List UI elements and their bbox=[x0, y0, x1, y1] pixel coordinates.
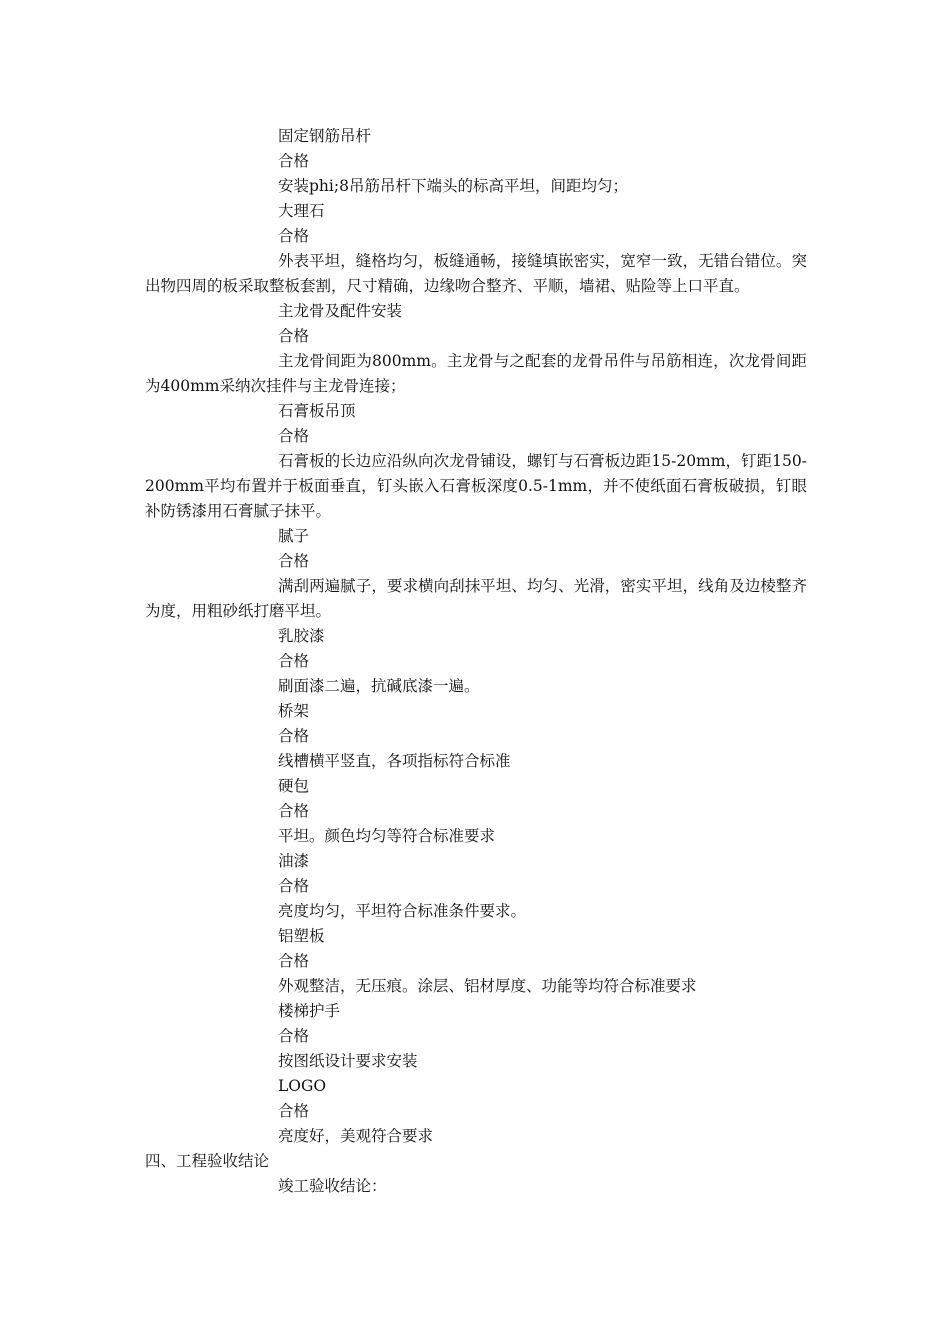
item-title: 大理石 bbox=[278, 202, 325, 220]
item-description: 外表平坦，缝格均匀，板缝通畅，接缝填嵌密实，宽窄一致，无错台错位。突出物四周的板采取整板套割，尺寸精确，边缘吻合整齐、平顺，墙裙、贴险等上口平直。 bbox=[145, 252, 807, 295]
item-result: 合格 bbox=[278, 327, 310, 345]
inspection-item bbox=[145, 924, 807, 999]
inspection-item bbox=[145, 299, 807, 399]
item-title: 铝塑板 bbox=[278, 927, 325, 945]
item-title: 楼梯护手 bbox=[278, 1002, 341, 1020]
item-title: 石膏板吊顶 bbox=[278, 402, 356, 420]
item-title: LOGO bbox=[278, 1077, 327, 1095]
inspection-item bbox=[145, 699, 807, 774]
inspection-item bbox=[145, 124, 807, 199]
item-description: 按图纸设计要求安装 bbox=[278, 1052, 418, 1070]
conclusion-label: 竣工验收结论： bbox=[278, 1177, 387, 1195]
item-result: 合格 bbox=[278, 152, 310, 170]
item-title: 固定钢筋吊杆 bbox=[278, 127, 372, 145]
item-title: 桥架 bbox=[278, 702, 310, 720]
item-description: 外观整洁，无压痕。涂层、铝材厚度、功能等均符合标准要求 bbox=[278, 977, 697, 995]
item-result: 合格 bbox=[278, 427, 310, 445]
inspection-item bbox=[145, 774, 807, 849]
inspection-item bbox=[145, 199, 807, 299]
item-title: 腻子 bbox=[278, 527, 310, 545]
item-description: 平坦。颜色均匀等符合标准要求 bbox=[278, 827, 496, 845]
item-result: 合格 bbox=[278, 877, 310, 895]
item-title: 油漆 bbox=[278, 852, 310, 870]
item-title: 硬包 bbox=[278, 777, 310, 795]
inspection-item bbox=[145, 524, 807, 624]
item-title: 主龙骨及配件安装 bbox=[278, 302, 403, 320]
inspection-item bbox=[145, 1074, 807, 1149]
item-result: 合格 bbox=[278, 727, 310, 745]
item-result: 合格 bbox=[278, 802, 310, 820]
item-description: 亮度均匀，平坦符合标准条件要求。 bbox=[278, 902, 527, 920]
inspection-item bbox=[145, 849, 807, 924]
item-description: 满刮两遍腻子，要求横向刮抹平坦、均匀、光滑，密实平坦，线角及边棱整齐为度，用粗砂纸打磨平坦。 bbox=[145, 577, 807, 620]
item-description: 石膏板的长边应沿纵向次龙骨铺设，螺钉与石膏板边距15-20mm，钉距150-200mm平均布置并于板面垂直，钉头嵌入石膏板深度0.5-1mm，并不使纸面石膏板破损，钉眼补防锈漆用石膏腻子抹平。 bbox=[145, 452, 807, 520]
inspection-item bbox=[145, 399, 807, 524]
item-result: 合格 bbox=[278, 552, 310, 570]
item-result: 合格 bbox=[278, 227, 310, 245]
section-heading: 四、工程验收结论 bbox=[145, 1152, 270, 1170]
inspection-item bbox=[145, 624, 807, 699]
document-body bbox=[145, 124, 807, 1199]
item-title: 乳胶漆 bbox=[278, 627, 325, 645]
inspection-item bbox=[145, 999, 807, 1074]
item-description: 主龙骨间距为800mm。主龙骨与之配套的龙骨吊件与吊筋相连，次龙骨间距为400mm采纳次挂件与主龙骨连接； bbox=[145, 352, 807, 395]
item-result: 合格 bbox=[278, 1027, 310, 1045]
item-result: 合格 bbox=[278, 1102, 310, 1120]
item-description: 安装phi;8吊筋吊杆下端头的标高平坦，间距均匀； bbox=[278, 177, 628, 195]
item-description: 刷面漆二遍，抗碱底漆一遍。 bbox=[278, 677, 480, 695]
item-result: 合格 bbox=[278, 652, 310, 670]
item-result: 合格 bbox=[278, 952, 310, 970]
item-description: 亮度好，美观符合要求 bbox=[278, 1127, 434, 1145]
item-description: 线槽横平竖直，各项指标符合标准 bbox=[278, 752, 511, 770]
